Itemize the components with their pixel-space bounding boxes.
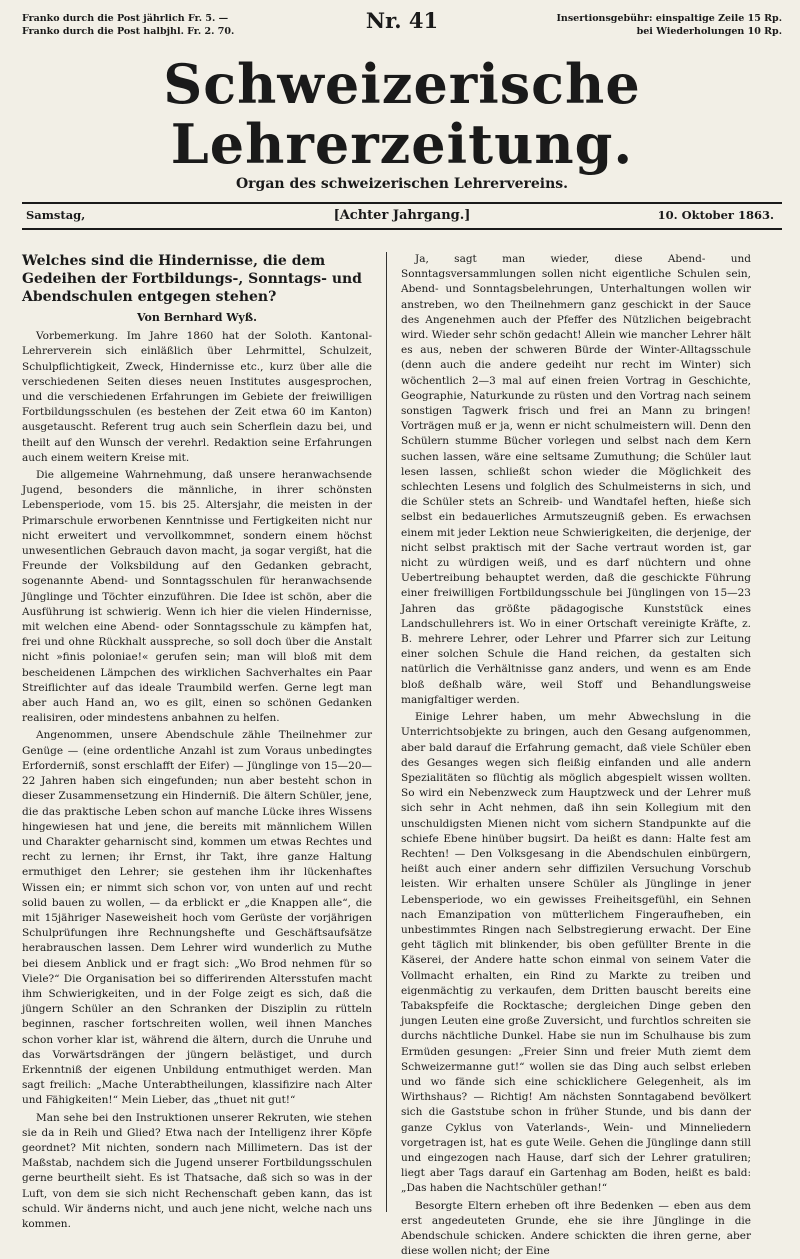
paragraph: Die allgemeine Wahrnehmung, daß unsere heranwachsende Jugend, besonders die männliche, in ihrer schönsten Lebensperiode, vom 15. bis 25. Altersjahr, die meisten in der Primarschule erworbenen Kenntnisse und Fertigkeiten nicht nur nicht erweitert und vervollkommnet, sondern einem höchst unwesentlichen Gebrauch davon macht, ja sogar vergißt, hat die Freunde der Volksbildung auf den Gedanken gebracht, sogenannte Abend- und Sonntagsschulen für heranwachsende Jünglinge und Töchter einzuführen. Die Idee ist schön, aber die Ausführung ist schwierig. Wenn ich hier die vielen Hindernisse, mit welchen eine Abend- oder Sonntagsschule zu kämpfen hat, frei und ohne Rückhalt ausspreche, so soll doch über die Anstalt nicht »finis poloniae!« gerufen sein; man will bloß mit dem bescheidenen Lämpchen des wirklichen Sachverhaltes ein Paar Streiflichter auf das ideale Traumbild werfen. Gerne legt man aber auch Hand an, wo es gilt, einen so schönen Gedanken realisiren, oder mindestens anbahnen zu helfen.	[22, 469, 372, 725]
masthead-subtitle: Organ des schweizerischen Lehrervereins.	[235, 176, 569, 192]
paragraph: Man sehe bei den Instruktionen unserer Rekruten, wie stehen sie da in Reih und Glied? Etwa nach der Intelligenz ihrer Köpfe geordnet? Mit nichten, sondern nach Millimetern. Das ist der Maßstab, nachdem sich die Jugend unserer Fortbildungsschulen gerne beurtheilt sieht. Es ist Thatsache, daß sich so was in der Luft, von dem sie sich nicht Rechenschaft geben kann, das ist schuld. Wir änderns nicht, und auch jene nicht, welche nach uns kommen.	[22, 1111, 372, 1230]
article-author: Von Bernhard Wyß.	[137, 311, 257, 324]
weekday: Samstag,	[26, 208, 86, 222]
article-headline: Welches sind die Hindernisse, die dem Gedeihen der Fortbildungs-, Sonntags- und Abendschulen entgegen stehen?	[22, 253, 362, 305]
advertising-rates	[556, 12, 782, 38]
paragraph: Angenommen, unsere Abendschule zähle Theilnehmer zur Genüge — (eine ordentliche Anzahl ist zum Voraus unbedingtes Erforderniß, sonst erschlafft der Eifer) — Jünglinge von 15—20—22 Jahren haben sich eingefunden; nun aber besteht schon in dieser Zusammensetzung ein Hinderniß. Die ältern Schüler, jene, die das praktische Leben schon auf manche Lücke ihres Wissens hingewiesen hat und jene, die bereits mit männlichem Willen und Charakter geharnischt sind, kommen um etwas Rechtes und recht zu lernen; ihr Ernst, ihr Takt, ihre ganze Haltung ermuthiget den Lehrer; sie gestehen ihm ihr lückenhaftes Wissen ein; er nimmt sich schon vor, von unten auf und recht solid bauen zu wollen, — da erblickt er „die Knappen alle“, die mit 15jähriger Naseweisheit hoch vom Gerüste der vorjährigen Schulprüfungen ihre Rechnungshefte und Geschäftsaufsätze herabrauschen lassen. Dem Lehrer wird wunderlich zu Muthe bei diesem Anblick und er fragt sich: „Wo Brod nehmen für so Viele?“ Die Organisation bei so differirenden Altersstufen macht ihm Schwierigkeiten, und in der Folge zeigt es sich, daß die jüngern Schüler an den Schranken der Disziplin zu rütteln beginnen, rascher fortschreiten wollen, weil ihnen Manches schon vorher klar ist, während die ältern, durch die Unruhe und das Vorwärtsdrängen der jüngern belästiget, und durch Erkenntniß der eigenen Unbildung entmuthiget werden. Man sagt freilich: „Mache Unterabtheilungen, klassifizire nach Alter und Fähigkeiten!“ Mein Lieber, das „thuet nit gut!“	[22, 729, 372, 1107]
paragraph: Einige Lehrer haben, um mehr Abwechslung in die Unterrichtsobjekte zu bringen, auch den Gesang aufgenommen, aber bald darauf die Erfahrung gemacht, daß viele Schüler eben des Gesanges wegen sich fleißig einfanden und alle andern Spezialitäten so flüchtig als möglich abgespielt wissen wollten. So wird ein Nebenzweck zum Hauptzweck und der Lehrer muß sich sehr in Acht nehmen, daß ihn sein Kollegium mit den unschuldigsten Mienen nicht vom sichern Standpunkte auf die schiefe Ebene hinüber bugsirt. Da heißt es dann: Halte fest am Rechten! — Den Volksgesang in die Abendschulen einbürgern, heißt auch einer andern sehr diffizilen Versuchung Vorschub leisten. Wir erhalten unsere Schüler als Jünglinge in jener Lebensperiode, wo ein gewisses Freiheitsgefühl, ein Sehnen nach Emanzipation von mütterlichem Fingeraufheben, ein unbestimmtes Ringen nach Selbstregierung erwacht. Der Eine geht täglich mit blinkender, bis oben gefüllter Brente in die Käserei, der Andere hatte schon einmal von seinem Vater die Vollmacht erhalten, ein Rind zu Markte zu treiben und eigenmächtig zu verkaufen, dem Dritten bauscht bereits eine Tabakspfeife die Rocktasche; dergleichen Dinge geben den jungen Leuten eine große Zuversicht, und furchtlos schreiten sie durchs nächtliche Dunkel. Habe sie nun im Schulhause bis zum Ermüden gesungen: „Freier Sinn und freier Muth ziemt dem Schweizermanne gut!“ wollen sie das Ding auch selbst erleben und wo fände sich eine schicklichere Gelegenheit, als im Wirthshaus? — Richtig! Am nächsten Sonntagabend bevölkert sich die Gaststube schon in früher Stunde, und bis dann der ganze Cyklus von Vaterlands-, Wein- und Minneliedern vorgetragen ist, hat es gute Weile. Gehen die Jünglinge dann still und eingezogen nach Hause, darf sich der Lehrer gratuliren; liegt aber Tags darauf ein Gartenhag am Boden, heißt es bald: „Das haben die Nachtschüler gethan!“	[401, 711, 751, 1195]
ad-line-2: bei Wiederholungen 10 Rp.	[636, 26, 782, 37]
ad-line-1: Insertionsgebühr: einspaltige Zeile 15 Rp.	[556, 13, 782, 24]
article-columns	[22, 252, 782, 1258]
issue-date: 10. Oktober 1863.	[657, 208, 774, 222]
paragraph: Vorbemerkung. Im Jahre 1860 hat der Soloth. Kantonal-Lehrerverein sich einläßlich über Lehrmittel, Schulzeit, Schulpflichtigkeit, Zweck, Hindernisse etc., kurz über alle die verschiedenen Seiten dieses neuen Institutes ausgesprochen, und die verschiedenen Erfahrungen im Gebiete der freiwilligen Fortbildungsschulen (es bestehen der Zeit etwa 60 im Kanton) ausgetauscht. Referent trug auch sein Scherflein dazu bei, und theilt auf den Wunsch der verehrl. Redaktion seine Erfahrungen auch einem weitern Kreise mit.	[22, 330, 372, 464]
top-bar	[22, 6, 782, 52]
right-column	[401, 252, 751, 1258]
paragraph: Ja, sagt man wieder, diese Abend- und Sonntagsversammlungen sollen nicht eigentliche Schulen sein, Abend- und Sonntagsbelehrungen, Unterhaltungen wollen wir anstreben, wo den Theilnehmern ganz geschickt in der Sauce des Angenehmen auch der Pfeffer des Nützlichen beigebracht wird. Wieder sehr schön gedacht! Allein wie mancher Lehrer hält es aus, neben der schweren Bürde der Winter-Alltagsschule (denn auch die andere gedeiht nur recht im Winter) sich wöchentlich 2—3 mal auf einen freien Vortrag in Geschichte, Geographie, Naturkunde zu rüsten und den Vortrag nach seinem sonstigen Tagwerk frisch und frei an Mann zu bringen! Vorträgen muß er ja, wenn er nicht schulmeistern will. Denn den Schülern stumme Bücher vorlegen und selbst nach dem Kern suchen lassen, wäre eine seltsame Zumuthung; die Schüler laut lesen lassen, schließt schon wieder die Möglichkeit des schlechten Lesens und folglich des Schulmeisterns in sich, und die Schüler stets an Schreib- und Wandtafel heften, hieße sich selbst ein bedauerliches Armutszeugniß geben. Es erwachsen einem mit jeder Lektion neue Schwierigkeiten, die derjenige, der nicht selbst praktisch mit der Sache vertraut worden ist, gar nicht zu würdigen weiß, und es darf nüchtern und ohne Uebertreibung behauptet werden, daß die geschickte Führung einer freiwilligen Fortbildungsschule bei Jünglingen von 15—23 Jahren das größte pädagogische Kunststück eines Landschullehrers ist. Wo in einer Ortschaft vereinigte Kräfte, z. B. mehrere Lehrer, oder Lehrer und Pfarrer sich zur Leitung einer solchen Schule die Hand reichen, da gestalten sich natürlich die Verhältnisse ganz anders, und wenn es am Ende bloß deßhalb wäre, weil Stoff und Behandlungsweise manigfaltiger werden.	[401, 253, 751, 706]
column-divider	[386, 252, 387, 1212]
dateline	[22, 202, 782, 230]
paragraph: Besorgte Eltern erheben oft ihre Bedenken — eben aus dem erst angedeuteten Grunde, ehe sie ihre Jünglinge in die Abendschule schicken. Andere schickten die ihren gerne, aber diese wollen nicht; der Eine	[401, 1199, 751, 1258]
masthead-title: Schweizerische Lehrerzeitung.	[163, 52, 641, 176]
price-line-1: Franko durch die Post jährlich Fr. 5. —	[22, 13, 229, 24]
price-line-2: Franko durch die Post halbjhl. Fr. 2. 70.	[22, 26, 235, 37]
left-column	[22, 252, 372, 1230]
volume: [Achter Jahrgang.]	[333, 208, 471, 223]
issue-number: Nr. 41	[365, 8, 439, 33]
